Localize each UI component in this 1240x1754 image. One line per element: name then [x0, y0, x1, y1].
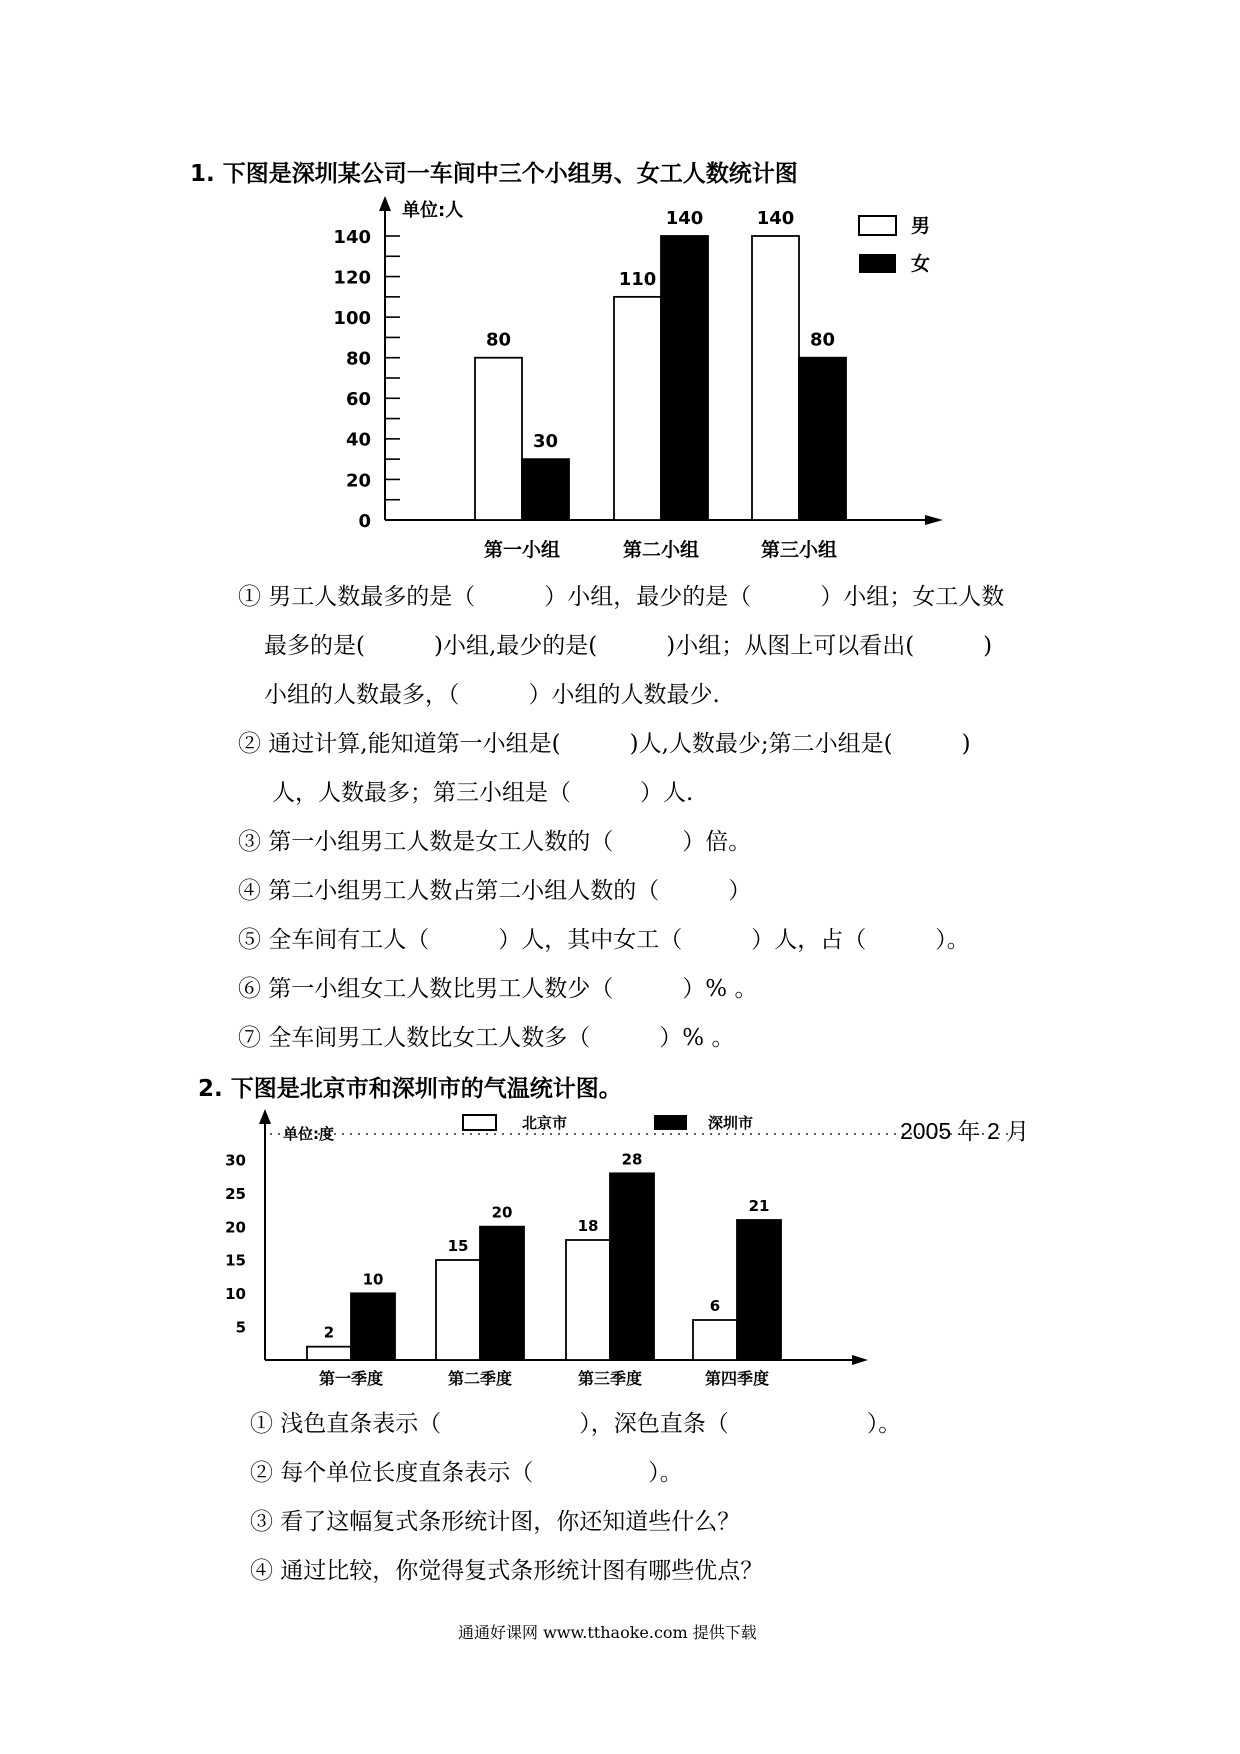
y-tick-label: 25 — [225, 1185, 246, 1204]
legend-label-shenzhen: 深圳市 — [708, 1114, 754, 1132]
x-category-label: 第四季度 — [704, 1369, 770, 1388]
y-tick-label: 5 — [235, 1318, 246, 1337]
q1-line-6: ③ 第一小组男工人数是女工人数的（ ）倍。 — [238, 829, 752, 855]
bar-value-label: 10 — [362, 1270, 384, 1289]
bar-dark — [610, 1173, 654, 1360]
x-category-label: 第二小组 — [622, 539, 700, 561]
legend-swatch-beijing — [463, 1115, 496, 1130]
y-tick-label: 30 — [225, 1151, 246, 1170]
y-tick-label: 60 — [345, 389, 371, 411]
bar-dark — [661, 236, 708, 520]
bar-value-label: 80 — [485, 329, 512, 351]
q1-line-3: 小组的人数最多，（ ）小组的人数最少. — [264, 682, 720, 708]
bar-value-label: 80 — [809, 329, 836, 351]
q2-line-4: ④ 通过比较，你觉得复式条形统计图有哪些优点？ — [250, 1558, 764, 1584]
x-category-label: 第三小组 — [760, 539, 838, 561]
bar-light — [752, 236, 799, 520]
bar-value-label: 18 — [577, 1217, 599, 1235]
q1-line-9: ⑥ 第一小组女工人数比男工人数少（ ）% 。 — [238, 976, 758, 1002]
q1-title: 1. 下图是深圳某公司一车间中三个小组男、女工人数统计图 — [190, 161, 798, 187]
bar-dark — [351, 1293, 395, 1360]
legend-label-male: 男 — [911, 215, 931, 237]
x-category-label: 第一季度 — [318, 1369, 384, 1388]
y-tick-label: 0 — [358, 510, 371, 532]
bar-value-label: 15 — [447, 1237, 469, 1255]
y-tick-label: 10 — [225, 1285, 246, 1304]
q1-line-4: ② 通过计算,能知道第一小组是( )人,人数最少;第二小组是( ) — [238, 731, 971, 757]
q1-line-10: ⑦ 全车间男工人数比女工人数多（ ）% 。 — [238, 1025, 735, 1051]
x-category-label: 第二季度 — [447, 1369, 513, 1388]
y-tick-label: 40 — [345, 429, 371, 451]
q1-line-8: ⑤ 全车间有工人（ ）人，其中女工（ ）人，占（ ）。 — [238, 927, 970, 953]
legend-label-female: 女 — [911, 253, 931, 275]
bar-light — [566, 1240, 610, 1360]
chart-1 — [0, 0, 1240, 580]
bar-value-label: 20 — [491, 1203, 513, 1222]
q1-line-2: 最多的是( )小组,最少的是( )小组；从图上可以看出( ) — [264, 633, 993, 659]
y-tick-label: 120 — [333, 267, 371, 289]
x-axis-arrow — [852, 1355, 868, 1365]
bar-value-label: 140 — [756, 208, 795, 229]
bar-value-label: 30 — [532, 431, 559, 453]
footer-credit: 通通好课网 www.tthaoke.com 提供下载 — [458, 1623, 757, 1642]
bar-value-label: 140 — [665, 208, 704, 229]
bar-value-label: 28 — [621, 1150, 643, 1169]
chart-1-ylabel: 单位:人 — [402, 200, 464, 221]
q1-line-5: 人，人数最多；第三小组是（ ）人. — [272, 780, 694, 806]
y-axis-arrow — [259, 1109, 271, 1124]
bar-light — [436, 1260, 480, 1360]
q1-line-1: ① 男工人数最多的是（ ）小组，最少的是（ ）小组；女工人数 — [238, 584, 1005, 610]
bar-value-label: 110 — [618, 268, 657, 290]
y-tick-label: 20 — [345, 470, 371, 492]
x-category-label: 第三季度 — [577, 1369, 643, 1388]
chart-2-legend — [463, 1114, 753, 1132]
bar-dark — [480, 1227, 524, 1360]
bar-light — [614, 297, 661, 520]
chart-1-legend — [859, 215, 930, 275]
chart-2-date: 2005 年 2 月 — [900, 1118, 1030, 1144]
y-tick-label: 20 — [225, 1218, 246, 1237]
bar-light — [307, 1347, 351, 1360]
x-axis-arrow — [925, 515, 943, 525]
q2-title: 2. 下图是北京市和深圳市的气温统计图。 — [198, 1076, 622, 1102]
y-axis-arrow — [379, 196, 391, 211]
legend-swatch-female — [859, 254, 896, 273]
x-category-label: 第一小组 — [483, 539, 561, 561]
q2-line-2: ② 每个单位长度直条表示（ ）。 — [250, 1460, 683, 1486]
bar-dark — [799, 358, 846, 520]
q1-line-7: ④ 第二小组男工人数占第二小组人数的（ ） — [238, 878, 752, 904]
chart-2-ylabel: 单位:度 — [283, 1125, 334, 1143]
legend-label-beijing: 北京市 — [522, 1114, 568, 1132]
bar-light — [475, 358, 522, 520]
chart-2 — [0, 1100, 1240, 1400]
y-tick-label: 140 — [333, 226, 371, 248]
bar-value-label: 2 — [323, 1323, 335, 1342]
y-tick-label: 80 — [345, 348, 371, 370]
bar-light — [693, 1320, 737, 1360]
bar-value-label: 6 — [709, 1297, 721, 1315]
bar-dark — [522, 459, 569, 520]
legend-swatch-male — [859, 216, 896, 235]
y-tick-label: 15 — [225, 1251, 246, 1270]
bar-value-label: 21 — [748, 1197, 770, 1215]
q2-line-3: ③ 看了这幅复式条形统计图，你还知道些什么？ — [250, 1509, 741, 1535]
q2-line-1: ① 浅色直条表示（ ），深色直条（ ）。 — [250, 1411, 902, 1437]
y-tick-label: 100 — [333, 307, 371, 329]
legend-swatch-shenzhen — [654, 1115, 687, 1130]
bar-dark — [737, 1220, 781, 1360]
